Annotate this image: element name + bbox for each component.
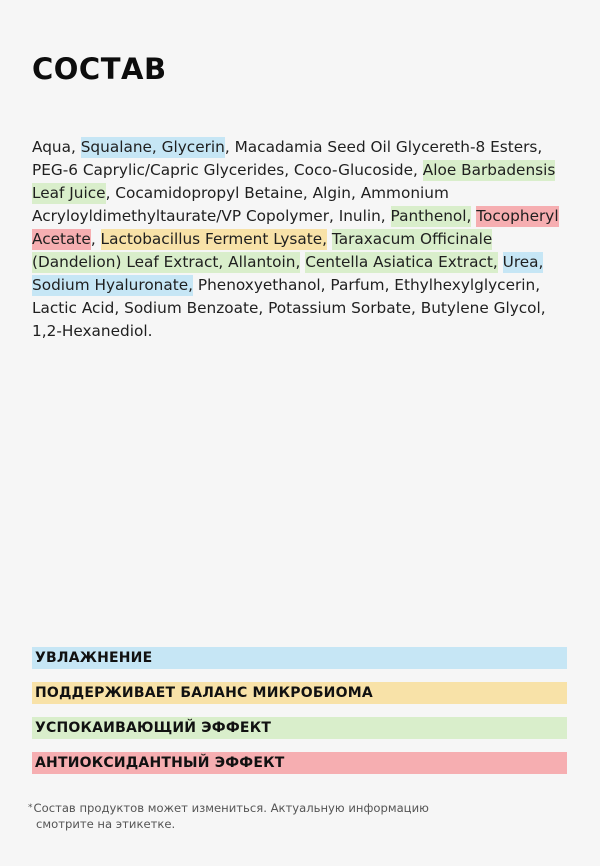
footnote-marker: *: [28, 803, 33, 813]
legend-item-soothing: [32, 717, 567, 739]
ingredient-highlight-soothing: Panthenol,: [390, 207, 472, 225]
legend-item-antioxidant: [32, 752, 567, 774]
ingredients-list: Aqua, Squalane, Glycerin, Macadamia Seed Oil Glycereth-8 Esters, PEG-6 Caprylic/Capric Glycerides, Coco-Glucoside, Aloe Barbadensis Leaf Juice, Cocamidopropyl Betaine, Algin, Ammonium Acryloyldimethyltaurate/VP Copolymer, Inulin, Panthenol, Tocopheryl Acetate, Lactobacillus Ferment Lysate, Taraxacum Officinale (Dandelion) Leaf Extract, Allantoin, Centella Asiatica Extract, Urea, Sodium Hyaluronate, Phenoxyethanol, Parfum, Ethylhexylglycerin, Lactic Acid, Sodium Benzoate, Potassium Sorbate, Butylene Glycol, 1,2-Hexanediol.: [32, 138, 559, 340]
legend-label: УСПОКАИВАЮЩИЙ ЭФФЕКТ: [35, 720, 272, 736]
ingredient-highlight-soothing: Taraxacum Officinale (Dandelion) Leaf Extract, Allantoin,: [32, 230, 493, 271]
page-title: СОСТАВ: [32, 52, 167, 86]
ingredient-highlight-antioxidant: Tocopheryl Acetate: [32, 207, 559, 248]
ingredient-highlight-moisturizing: Squalane, Glycerin: [80, 138, 225, 156]
footnote-line-2: смотрите на этикетке.: [36, 817, 176, 831]
ingredient-highlight-microbiome: Lactobacillus Ferment Lysate,: [100, 230, 328, 248]
footnote-line-1: Состав продуктов может измениться. Актуальную информацию: [33, 801, 429, 815]
legend-label: УВЛАЖНЕНИЕ: [35, 650, 153, 666]
ingredient-highlight-soothing: Centella Asiatica Extract,: [305, 253, 498, 271]
legend: [32, 647, 567, 787]
ingredient-highlight-soothing: Aloe Barbadensis Leaf Juice: [32, 161, 556, 202]
legend-item-moisturizing: [32, 647, 567, 669]
footnote: [28, 800, 548, 832]
legend-item-microbiome: [32, 682, 567, 704]
legend-label: АНТИОКСИДАНТНЫЙ ЭФФЕКТ: [35, 755, 285, 771]
legend-label: ПОДДЕРЖИВАЕТ БАЛАНС МИКРОБИОМА: [35, 685, 373, 701]
ingredient-highlight-moisturizing: Urea, Sodium Hyaluronate,: [32, 253, 544, 294]
